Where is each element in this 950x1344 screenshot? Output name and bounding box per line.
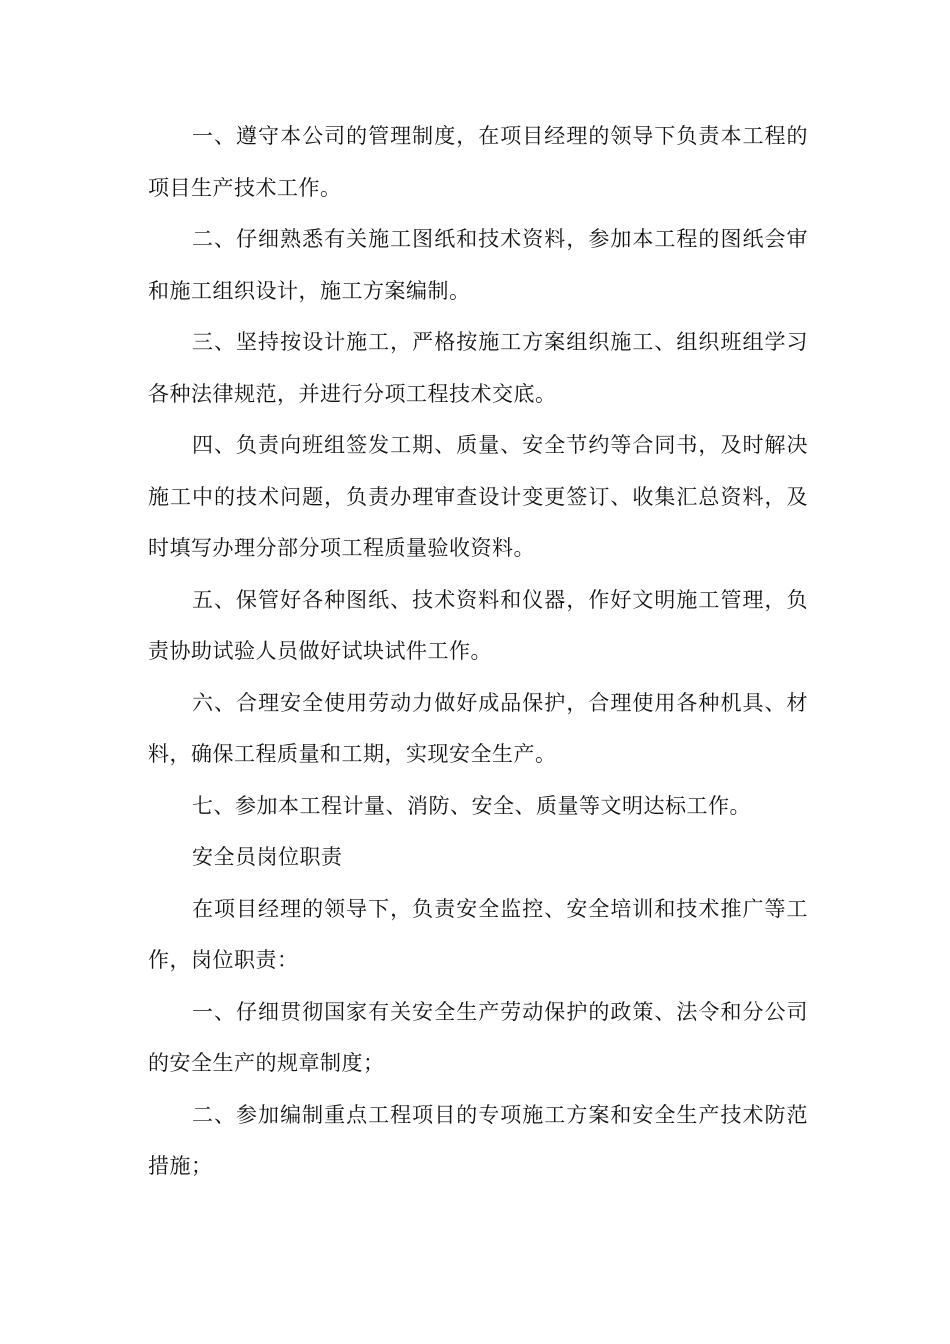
paragraph-safety-duty-1: 一、仔细贯彻国家有关安全生产劳动保护的政策、法令和分公司的安全生产的规章制度； (148, 999, 808, 1075)
paragraph-tech-duty-2: 二、仔细熟悉有关施工图纸和技术资料，参加本工程的图纸会审和施工组织设计，施工方案编制。 (148, 227, 808, 303)
document-body (148, 111, 808, 1193)
paragraph-safety-duty-2: 二、参加编制重点工程项目的专项施工方案和安全生产技术防范措施； (148, 1102, 808, 1178)
paragraph-safety-intro: 在项目经理的领导下，负责安全监控、安全培训和技术推广等工作，岗位职责： (148, 896, 808, 972)
paragraph-tech-duty-6: 六、合理安全使用劳动力做好成品保护，合理使用各种机具、材料，确保工程质量和工期，实现安全生产。 (148, 690, 808, 766)
paragraph-tech-duty-3: 三、坚持按设计施工，严格按施工方案组织施工、组织班组学习各种法律规范，并进行分项工程技术交底。 (148, 330, 808, 406)
paragraph-tech-duty-1: 一、遵守本公司的管理制度，在项目经理的领导下负责本工程的项目生产技术工作。 (148, 124, 808, 200)
paragraph-tech-duty-4: 四、负责向班组签发工期、质量、安全节约等合同书，及时解决施工中的技术问题，负责办理审查设计变更签订、收集汇总资料，及时填写办理分部分项工程质量验收资料。 (148, 433, 808, 560)
paragraph-tech-duty-5: 五、保管好各种图纸、技术资料和仪器，作好文明施工管理，负责协助试验人员做好试块试件工作。 (148, 587, 808, 663)
paragraph-tech-duty-7: 七、参加本工程计量、消防、安全、质量等文明达标工作。 (192, 793, 751, 818)
section-heading-safety-officer: 安全员岗位职责 (192, 845, 343, 869)
